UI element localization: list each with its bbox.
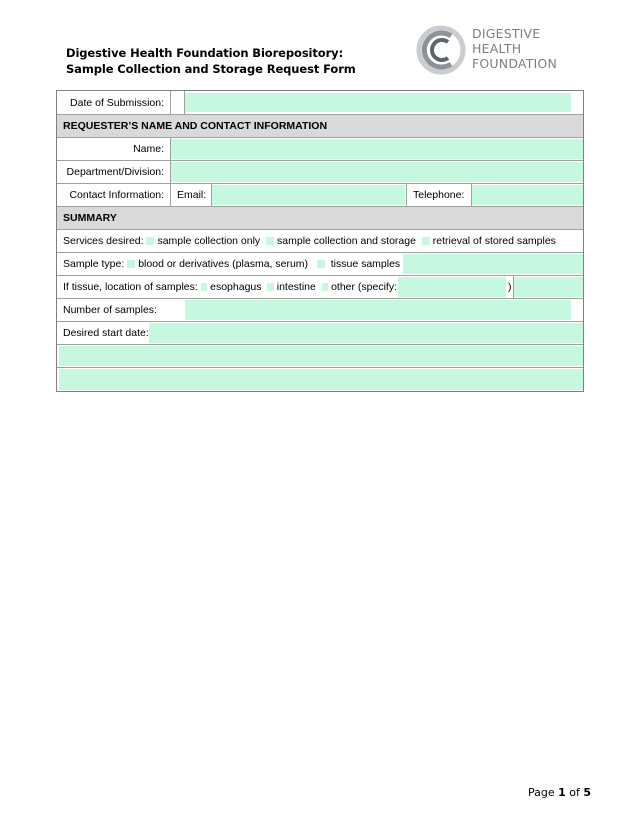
option-retrieval: retrieval of stored samples xyxy=(432,235,556,247)
contact-label: Contact Information: xyxy=(69,189,164,201)
checkbox-tissue[interactable] xyxy=(317,260,325,268)
checkbox-blood[interactable] xyxy=(127,260,135,268)
department-label: Department/Division: xyxy=(66,166,164,178)
request-form xyxy=(56,90,584,392)
other-specify-input[interactable] xyxy=(398,277,506,297)
tissue-location-row xyxy=(57,276,583,299)
checkbox-collection-only[interactable] xyxy=(146,237,154,245)
start-date-row xyxy=(57,322,583,345)
logo-text-line-1: DIGESTIVE xyxy=(472,26,541,41)
foundation-logo xyxy=(415,24,575,76)
blank-field-1[interactable] xyxy=(59,346,583,366)
sample-type-label: Sample type: xyxy=(63,258,125,270)
tissue-extra-field[interactable] xyxy=(514,277,583,297)
tissue-location-line xyxy=(57,276,397,298)
checkbox-esophagus[interactable] xyxy=(201,283,207,291)
start-date-input[interactable] xyxy=(149,323,583,343)
page-current: 1 xyxy=(558,786,566,799)
services-row xyxy=(57,230,583,253)
title-line-2: Sample Collection and Storage Request Form xyxy=(66,62,356,76)
date-label: Date of Submission: xyxy=(70,96,164,109)
date-row xyxy=(57,91,583,115)
option-blood: blood or derivatives (plasma, serum) xyxy=(138,258,309,270)
option-esophagus: esophagus xyxy=(210,281,262,293)
number-of-samples-row xyxy=(57,299,583,322)
checkbox-other[interactable] xyxy=(322,283,328,291)
option-collection-only: sample collection only xyxy=(157,235,261,247)
logo-mark-icon xyxy=(415,24,467,76)
sample-type-extra-field[interactable] xyxy=(403,254,583,274)
services-label: Services desired: xyxy=(63,235,144,247)
option-collection-storage: sample collection and storage xyxy=(277,235,416,247)
option-other: other (specify: xyxy=(331,281,398,293)
logo-text-line-3: FOUNDATION xyxy=(472,56,558,71)
page-footer xyxy=(528,786,591,799)
name-input[interactable] xyxy=(171,139,583,159)
other-close-paren: ) xyxy=(508,281,512,293)
services-line xyxy=(57,230,583,252)
checkbox-collection-storage[interactable] xyxy=(266,237,274,245)
sample-type-row xyxy=(57,253,583,276)
checkbox-intestine[interactable] xyxy=(267,283,273,291)
summary-section-header xyxy=(57,207,583,230)
name-label: Name: xyxy=(133,143,164,155)
contact-row xyxy=(57,184,583,207)
requester-section-title: REQUESTER’S NAME AND CONTACT INFORMATION xyxy=(63,120,328,132)
blank-field-2[interactable] xyxy=(59,369,583,390)
page-total: 5 xyxy=(583,786,592,799)
checkbox-retrieval[interactable] xyxy=(422,237,430,245)
date-input[interactable] xyxy=(185,93,571,112)
email-input[interactable] xyxy=(212,185,405,205)
department-input[interactable] xyxy=(171,162,583,182)
page-word: Page xyxy=(528,786,555,799)
blank-row-1 xyxy=(57,345,583,368)
logo-text xyxy=(472,26,557,71)
email-label: Email: xyxy=(177,189,207,201)
option-intestine: intestine xyxy=(276,281,316,293)
telephone-input[interactable] xyxy=(472,185,583,205)
blank-row-2 xyxy=(57,368,583,391)
document-title xyxy=(66,45,356,77)
name-row xyxy=(57,138,583,161)
number-of-samples-input[interactable] xyxy=(185,300,571,320)
of-word: of xyxy=(569,786,580,799)
telephone-label: Telephone: xyxy=(413,189,465,201)
number-label: Number of samples: xyxy=(63,304,157,316)
option-tissue: tissue samples xyxy=(330,258,401,270)
title-line-1: Digestive Health Foundation Biorepository: xyxy=(66,46,344,60)
department-row xyxy=(57,161,583,184)
logo-text-line-2: HEALTH xyxy=(472,41,522,56)
sample-type-line xyxy=(57,253,403,275)
requester-section-header xyxy=(57,115,583,138)
start-date-label: Desired start date: xyxy=(63,327,149,339)
summary-section-title: SUMMARY xyxy=(63,212,117,224)
tissue-label: If tissue, location of samples: xyxy=(63,281,198,293)
